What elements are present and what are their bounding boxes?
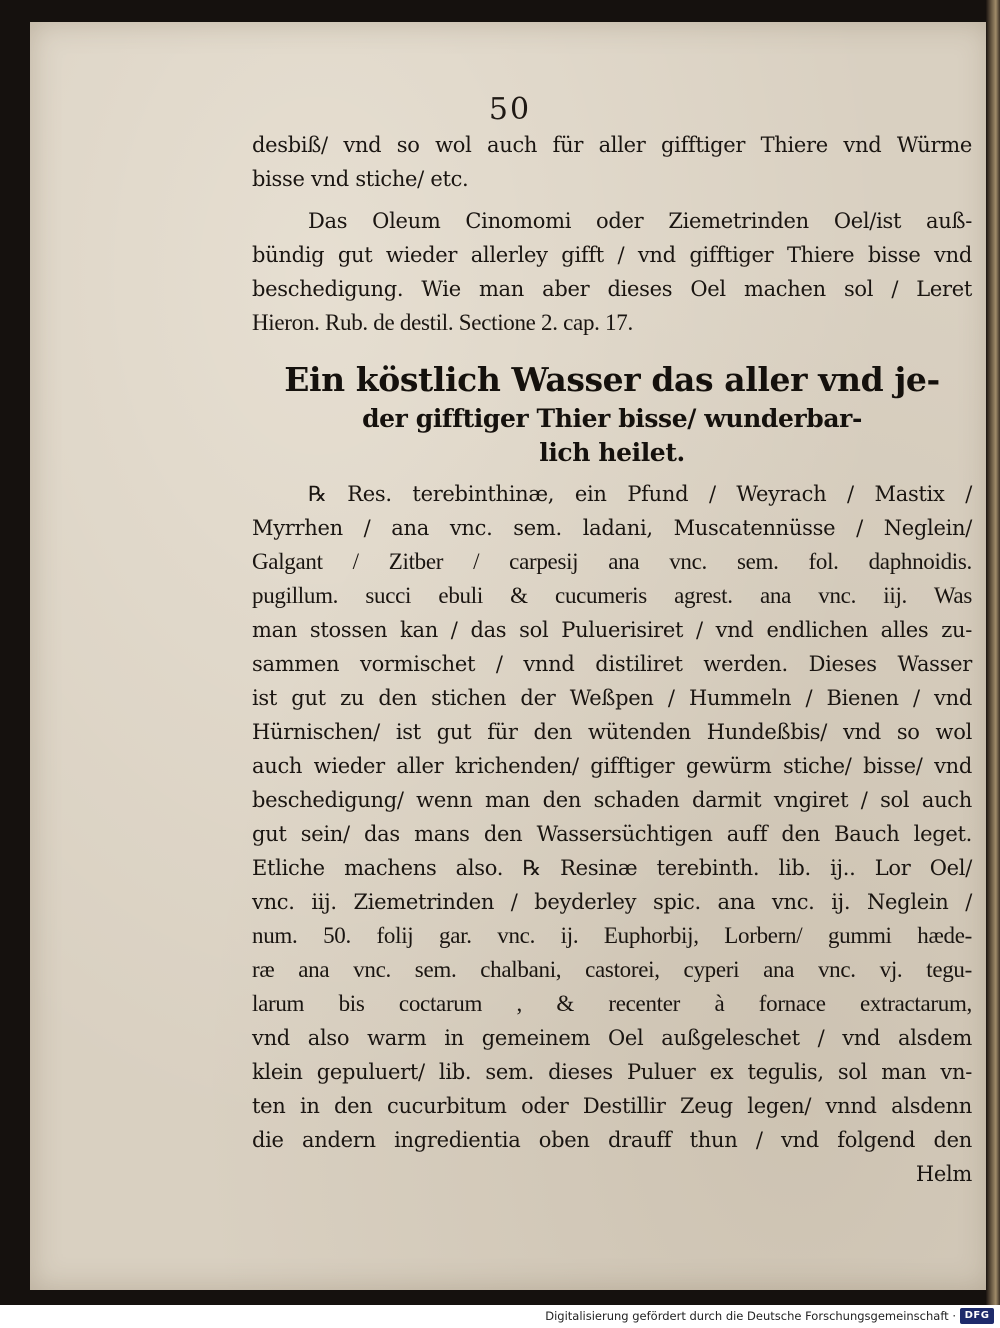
- heading-line: Ein köstlich Wasser das aller vnd je-: [284, 360, 940, 399]
- text-line: vnc. iij. Ziemetrinden / beyderley spic. ana vnc. ij. Neglein /: [252, 890, 972, 914]
- text-line: Etliche machens also. ℞ Resinæ terebinth. lib. ij.. Lor Oel/: [252, 856, 972, 880]
- catchword: Helm: [915, 1162, 972, 1186]
- text-line: Hieron. Rub. de destil. Sectione 2. cap. 17.: [252, 310, 633, 335]
- text-line: larum bis coctarum , & recenter à fornace extractarum,: [252, 991, 972, 1016]
- text-line: pugillum. succi ebuli & cucumeris agrest. ana vnc. iij. Was: [252, 583, 972, 608]
- text-line: man stossen kan / das sol Puluerisiret / vnd endlichen alles zu-: [252, 618, 972, 642]
- text-line: Hürnischen/ ist gut für den wütenden Hundeßbis/ vnd so wol: [252, 720, 972, 744]
- funding-notice: Digitalisierung gefördert durch die Deutsche Forschungsgemeinschaft ·: [545, 1309, 956, 1323]
- paragraph-continuation: [252, 128, 972, 196]
- text-line: sammen vormischet / vnnd distiliret werden. Dieses Wasser: [252, 652, 972, 676]
- dfg-logo[interactable]: DFG: [960, 1308, 994, 1324]
- text-line: ræ ana vnc. sem. chalbani, castorei, cyperi ana vnc. vj. tegu-: [252, 957, 972, 982]
- heading-line: der gifftiger Thier bisse/ wunderbar-: [362, 404, 862, 433]
- text-line: ten in den cucurbitum oder Destillir Zeug legen/ vnnd alsdenn: [252, 1094, 972, 1118]
- paragraph-recipe: [252, 477, 972, 1191]
- text-line: vnd also warm in gemeinem Oel außgeleschet / vnd alsdem: [252, 1026, 972, 1050]
- text-line: beschedigung. Wie man aber dieses Oel machen sol / Leret: [252, 277, 972, 301]
- text-line: gut sein/ das mans den Wassersüchtigen auff den Bauch leget.: [252, 822, 972, 846]
- text-line: desbiß/ vnd so wol auch für aller gifftiger Thiere vnd Würme: [252, 133, 972, 157]
- text-line: Das Oleum Cinomomi oder Ziemetrinden Oel/ist auß-: [308, 209, 972, 233]
- text-line: Galgant / Zitber / carpesij ana vnc. sem. fol. daphnoidis.: [252, 549, 972, 574]
- heading-line: lich heilet.: [539, 438, 685, 467]
- text-line: beschedigung/ wenn man den schaden darmit vngiret / sol auch: [252, 788, 972, 812]
- text-line: ℞ Res. terebinthinæ, ein Pfund / Weyrach / Mastix /: [308, 482, 972, 506]
- section-heading: [252, 358, 972, 470]
- book-page: [30, 22, 990, 1290]
- text-line: ist gut zu den stichen der Weßpen / Hummeln / Bienen / vnd: [252, 686, 972, 710]
- text-line: num. 50. folij gar. vnc. ij. Euphorbij, Lorbern/ gummi hæde-: [252, 923, 972, 948]
- paragraph-oleum-cinomomi: [252, 204, 972, 340]
- page-number: 50: [488, 92, 532, 127]
- digitization-footer: [0, 1305, 1000, 1328]
- text-line: die andern ingredientia oben drauff thun / vnd folgend den: [252, 1128, 972, 1152]
- text-line: Myrrhen / ana vnc. sem. ladani, Muscatennüsse / Neglein/: [252, 516, 972, 540]
- text-line: bisse vnd stiche/ etc.: [252, 167, 469, 191]
- text-line: auch wieder aller krichenden/ gifftiger gewürm stiche/ bisse/ vnd: [252, 754, 972, 778]
- text-line: klein gepuluert/ lib. sem. dieses Puluer ex tegulis, sol man vn-: [252, 1060, 972, 1084]
- text-line: bündig gut wieder allerley gifft / vnd gifftiger Thiere bisse vnd: [252, 243, 972, 267]
